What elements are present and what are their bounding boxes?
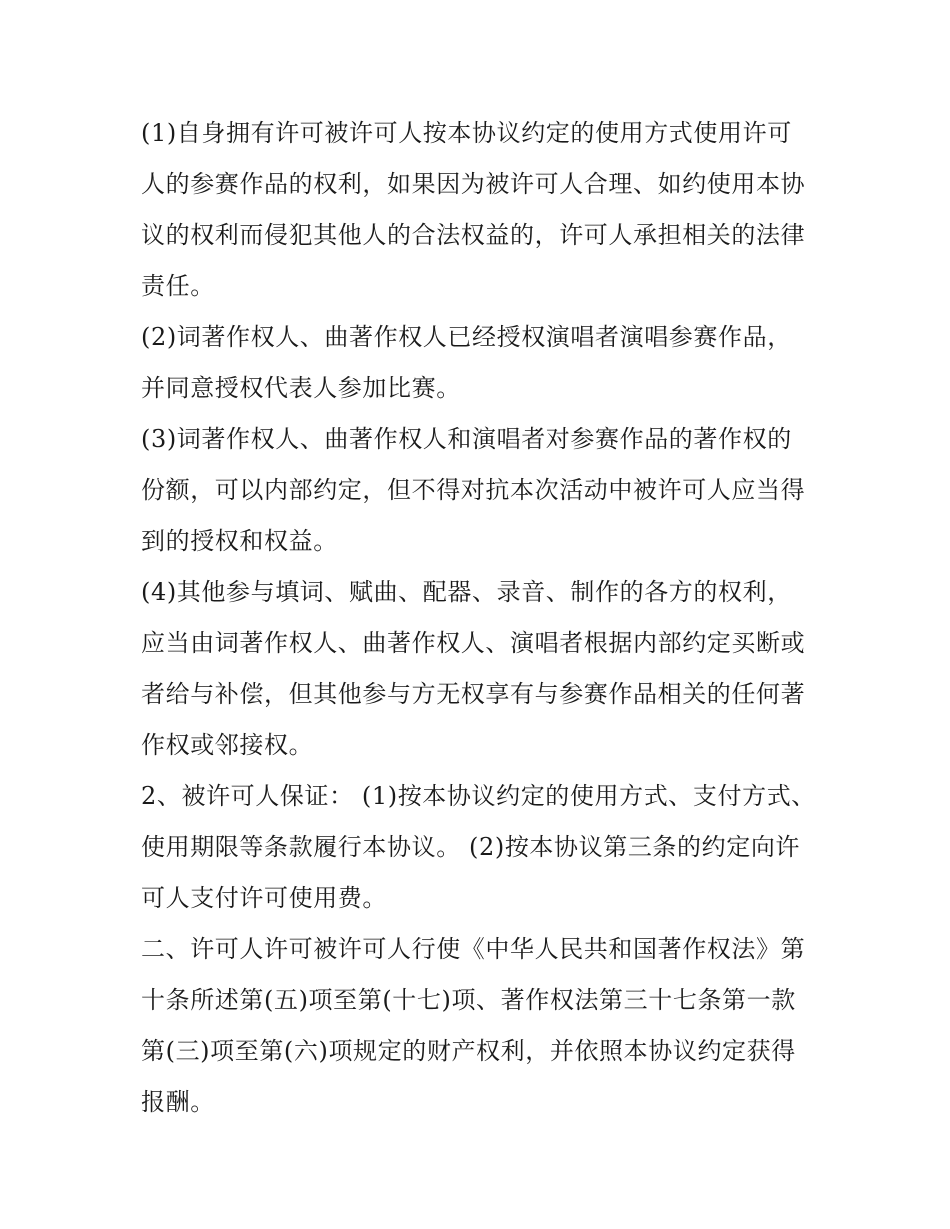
text-line: 可人支付许可使用费。	[141, 884, 387, 912]
text-line: 作权或邻接权。	[141, 731, 314, 759]
text-line: 议的权利而侵犯其他人的合法权益的，许可人承担相关的法律	[141, 221, 806, 249]
text-line: 应当由词著作权人、曲著作权人、演唱者根据内部约定买断或	[141, 629, 806, 657]
text-line: 到的授权和权益。	[141, 527, 338, 555]
text-line: 报酬。	[141, 1088, 215, 1116]
text-line: 十条所述第(五)项至第(十七)项、著作权法第三十七条第一款	[141, 986, 796, 1014]
text-line: 2、被许可人保证： (1)按本协议约定的使用方式、支付方式、	[141, 782, 816, 810]
document-body	[141, 108, 821, 1128]
text-line: 人的参赛作品的权利，如果因为被许可人合理、如约使用本协	[141, 170, 806, 198]
text-line: 使用期限等条款履行本协议。 (2)按本协议第三条的约定向许	[141, 833, 801, 861]
text-line: 二、许可人许可被许可人行使《中华人民共和国著作权法》第	[141, 935, 806, 963]
text-line: (4)其他参与填词、赋曲、配器、录音、制作的各方的权利，	[141, 578, 792, 606]
text-line: 第(三)项至第(六)项规定的财产权利，并依照本协议约定获得	[141, 1037, 796, 1065]
text-line: 者给与补偿，但其他参与方无权享有与参赛作品相关的任何著	[141, 680, 806, 708]
text-line: 份额，可以内部约定，但不得对抗本次活动中被许可人应当得	[141, 476, 806, 504]
text-line: (1)自身拥有许可被许可人按本协议约定的使用方式使用许可	[141, 119, 792, 147]
text-line: (3)词著作权人、曲著作权人和演唱者对参赛作品的著作权的	[141, 425, 792, 453]
text-line: 并同意授权代表人参加比赛。	[141, 374, 461, 402]
text-line: (2)词著作权人、曲著作权人已经授权演唱者演唱参赛作品，	[141, 323, 792, 351]
text-line: 责任。	[141, 272, 215, 300]
